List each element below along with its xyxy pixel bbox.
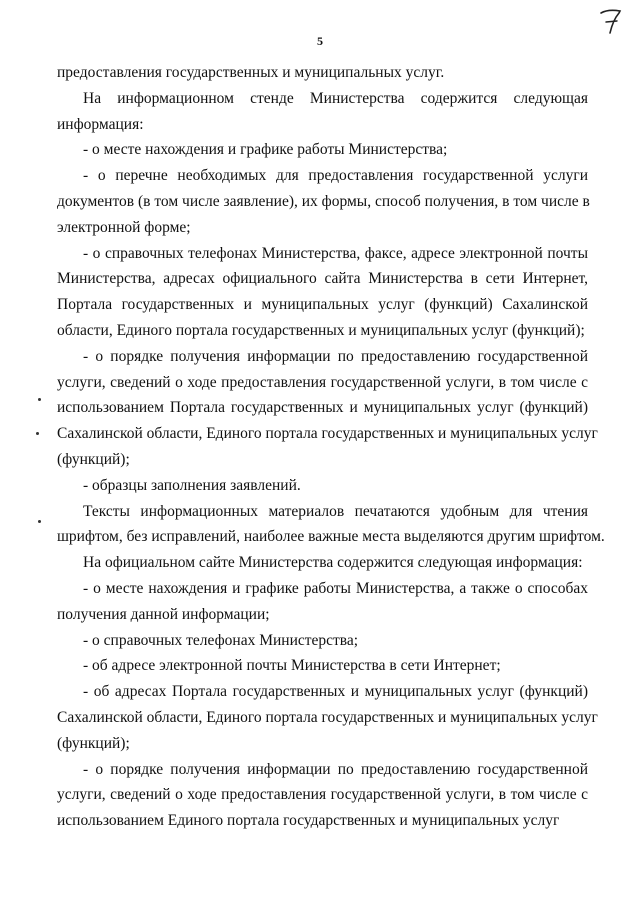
text-line: области, Единого портала государственных и муниципальных услуг (функций); (57, 321, 585, 339)
text-line: - образцы заполнения заявлений. (83, 476, 301, 494)
text-line: информация: (57, 115, 144, 133)
text-line: Министерства, адресах официального сайта Министерства в сети Интернет, (57, 270, 588, 288)
text-line: Портала государственных и муниципальных услуг (функций) Сахалинской (57, 296, 588, 314)
text-line: предоставления государственных и муниципальных услуг. (57, 64, 445, 81)
text-line: Сахалинской области, Единого портала государственных и муниципальных услуг (57, 708, 598, 726)
handwritten-page-mark (598, 6, 624, 41)
text-line: На информационном стенде Министерства содержится следующая (83, 89, 588, 107)
paragraph (57, 473, 588, 499)
text-line: (функций); (57, 450, 130, 468)
paragraph (57, 628, 588, 654)
handwritten-seven-icon (598, 6, 624, 36)
text-line: получения данной информации; (57, 605, 270, 623)
text-line: услуги, сведений о ходе предоставления государственной услуги, в том числе с (57, 373, 588, 391)
scan-speck (36, 432, 39, 435)
text-line: - о перечне необходимых для предоставления государственной услуги (83, 167, 588, 185)
text-line: На официальном сайте Министерства содержится следующая информация: (83, 554, 583, 572)
paragraph (57, 241, 588, 344)
text-line: использованием Единого портала государственных и муниципальных услуг (57, 812, 560, 830)
paragraph (57, 653, 588, 679)
text-line: - о справочных телефонах Министерства; (83, 631, 359, 649)
scan-speck (38, 398, 41, 401)
text-line: (функций); (57, 734, 130, 752)
page-number: 5 (317, 34, 323, 48)
text-line: документов (в том числе заявление), их формы, способ получения, в том числе в (57, 192, 590, 210)
text-line: Тексты информационных материалов печатаются удобным для чтения (83, 502, 588, 520)
paragraph (57, 550, 588, 576)
paragraph (57, 757, 588, 834)
text-line: электронной форме; (57, 218, 191, 236)
paragraph (57, 576, 588, 628)
text-line: - о месте нахождения и графике работы Министерства, а также о способах (83, 579, 588, 597)
text-line: - об адресе электронной почты Министерства в сети Интернет; (83, 657, 501, 675)
paragraph (57, 86, 588, 138)
text-line: - о справочных телефонах Министерства, факсе, адресе электронной почты (83, 244, 588, 262)
text-line: использованием Портала государственных и муниципальных услуг (функций) (57, 399, 588, 417)
text-line: Сахалинской области, Единого портала государственных и муниципальных услуг (57, 425, 598, 443)
paragraph (57, 344, 598, 473)
paragraph (57, 137, 588, 163)
paragraph (57, 679, 598, 756)
paragraph (57, 499, 605, 551)
text-line: шрифтом, без исправлений, наиболее важные места выделяются другим шрифтом. (57, 528, 605, 546)
paragraph (57, 60, 588, 86)
text-line: - об адресах Портала государственных и муниципальных услуг (функций) (83, 683, 588, 701)
paragraph (57, 163, 588, 240)
text-line: - о порядке получения информации по предоставлению государственной (83, 347, 588, 365)
text-line: услуги, сведений о ходе предоставления государственной услуги, в том числе с (57, 786, 588, 804)
text-line: - о месте нахождения и графике работы Министерства; (83, 141, 448, 159)
scan-speck (38, 520, 41, 523)
text-line: - о порядке получения информации по предоставлению государственной (83, 760, 588, 778)
document-body (57, 60, 605, 834)
